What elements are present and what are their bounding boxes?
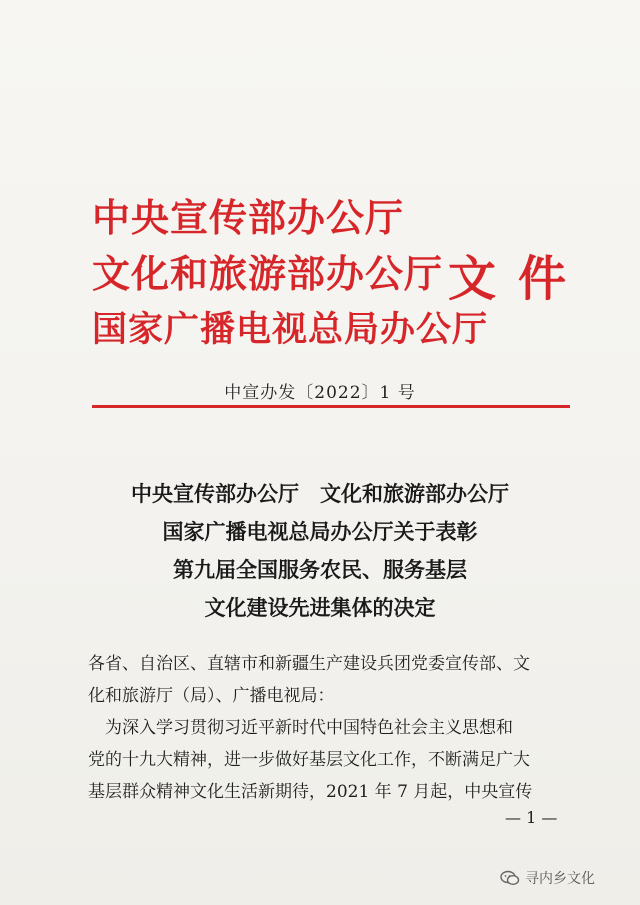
body-line-2: 化和旅游厅（局）、广播电视局： xyxy=(88,686,335,706)
watermark xyxy=(500,868,595,888)
title-line-2: 国家广播电视总局办公厅关于表彰 xyxy=(162,519,478,544)
red-divider xyxy=(92,405,570,408)
title-line-1: 中央宣传部办公厅 文化和旅游部办公厅 xyxy=(131,481,509,506)
document-label: 文件 xyxy=(448,251,589,307)
wechat-icon xyxy=(500,870,520,886)
document-title xyxy=(60,475,580,627)
body-line-5: 基层群众精神文化生活新期待，2021 年 7 月起，中央宣传 xyxy=(88,782,533,802)
document-body xyxy=(88,648,578,808)
page-number: — 1 — xyxy=(505,808,558,827)
issuer-line-2: 文化和旅游部办公厅 xyxy=(92,251,444,296)
body-line-1: 各省、自治区、直辖市和新疆生产建设兵团党委宣传部、文 xyxy=(88,654,530,674)
title-line-3: 第九届全国服务农民、服务基层 xyxy=(173,557,467,582)
document-number: 中宣办发〔2022〕1 号 xyxy=(224,383,416,403)
title-line-4: 文化建设先进集体的决定 xyxy=(204,595,436,620)
issuer-line-3: 国家广播电视总局办公厅 xyxy=(92,309,489,350)
body-line-4: 党的十九大精神，进一步做好基层文化工作，不断满足广大 xyxy=(88,750,530,770)
watermark-text: 寻内乡文化 xyxy=(525,871,595,887)
body-line-3: 为深入学习贯彻习近平新时代中国特色社会主义思想和 xyxy=(88,718,513,738)
issuing-agencies xyxy=(92,190,488,358)
issuer-line-1: 中央宣传部办公厅 xyxy=(92,195,405,240)
